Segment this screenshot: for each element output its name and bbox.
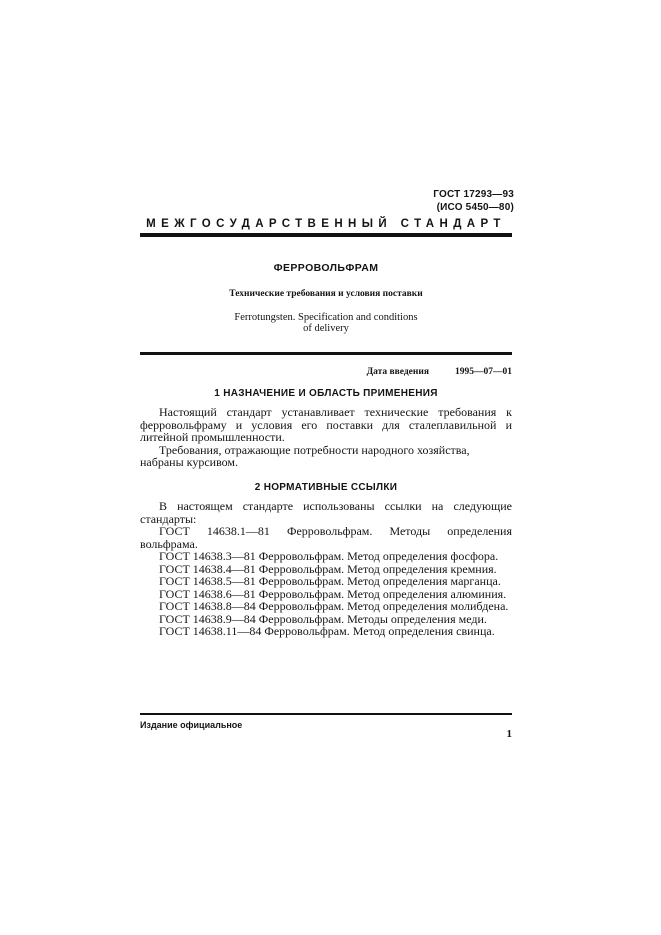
document-title: ФЕРРОВОЛЬФРАМ	[273, 262, 379, 274]
section-2-heading: 2 НОРМАТИВНЫЕ ССЫЛКИ	[254, 482, 398, 493]
section-2-body	[140, 500, 512, 638]
section-2-intro: В настоящем стандарте использованы ссылки на следующие стандарты:	[140, 499, 512, 526]
standard-banner: МЕЖГОСУДАРСТВЕННЫЙ СТАНДАРТ	[146, 218, 506, 230]
introduction-date	[367, 367, 512, 377]
subtitle-english-line-2: of delivery	[303, 323, 349, 334]
subtitle-english-line-1: Ferrotungsten. Specification and conditions	[234, 312, 418, 323]
title-rule	[140, 352, 512, 355]
section-1-paragraph: Настоящий стандарт устанавливает технические требования к ферровольфраму и условия его поставки для сталеплавильной и литейной промышленности.	[140, 405, 512, 444]
subtitle-russian: Технические требования и условия поставки	[229, 289, 423, 299]
introduction-date-label: Дата введения	[366, 367, 429, 377]
reference-item: ГОСТ 14638.9—84 Ферровольфрам. Методы определения меди.	[159, 611, 487, 626]
reference-item: ГОСТ 14638.1—81 Ферровольфрам. Методы определения вольфрама.	[140, 524, 512, 551]
banner-rule	[140, 233, 512, 237]
subtitle-english	[140, 312, 512, 334]
page-number: 1	[506, 728, 512, 740]
reference-item: ГОСТ 14638.4—81 Ферровольфрам. Метод определения кремния.	[159, 561, 497, 576]
introduction-date-value: 1995—07—01	[455, 367, 512, 377]
footer-rule	[140, 713, 512, 715]
section-1-body	[140, 406, 512, 469]
section-1-heading: 1 НАЗНАЧЕНИЕ И ОБЛАСТЬ ПРИМЕНЕНИЯ	[214, 388, 438, 399]
section-1-paragraph: Требования, отражающие потребности народного хозяйства, набраны курсивом.	[140, 442, 470, 469]
reference-item: ГОСТ 14638.6—81 Ферровольфрам. Метод определения алюминия.	[159, 586, 507, 601]
reference-item: ГОСТ 14638.5—81 Ферровольфрам. Метод определения марганца.	[159, 574, 501, 588]
edition-note: Издание официальное	[140, 720, 243, 730]
gost-number: ГОСТ 17293—93	[433, 189, 514, 200]
reference-item: ГОСТ 14638.8—84 Ферровольфрам. Метод определения молибдена.	[159, 599, 509, 613]
reference-item: ГОСТ 14638.3—81 Ферровольфрам. Метод определения фосфора.	[159, 549, 499, 563]
iso-number: (ИСО 5450—80)	[436, 202, 514, 213]
reference-item: ГОСТ 14638.11—84 Ферровольфрам. Метод определения свинца.	[159, 624, 495, 638]
